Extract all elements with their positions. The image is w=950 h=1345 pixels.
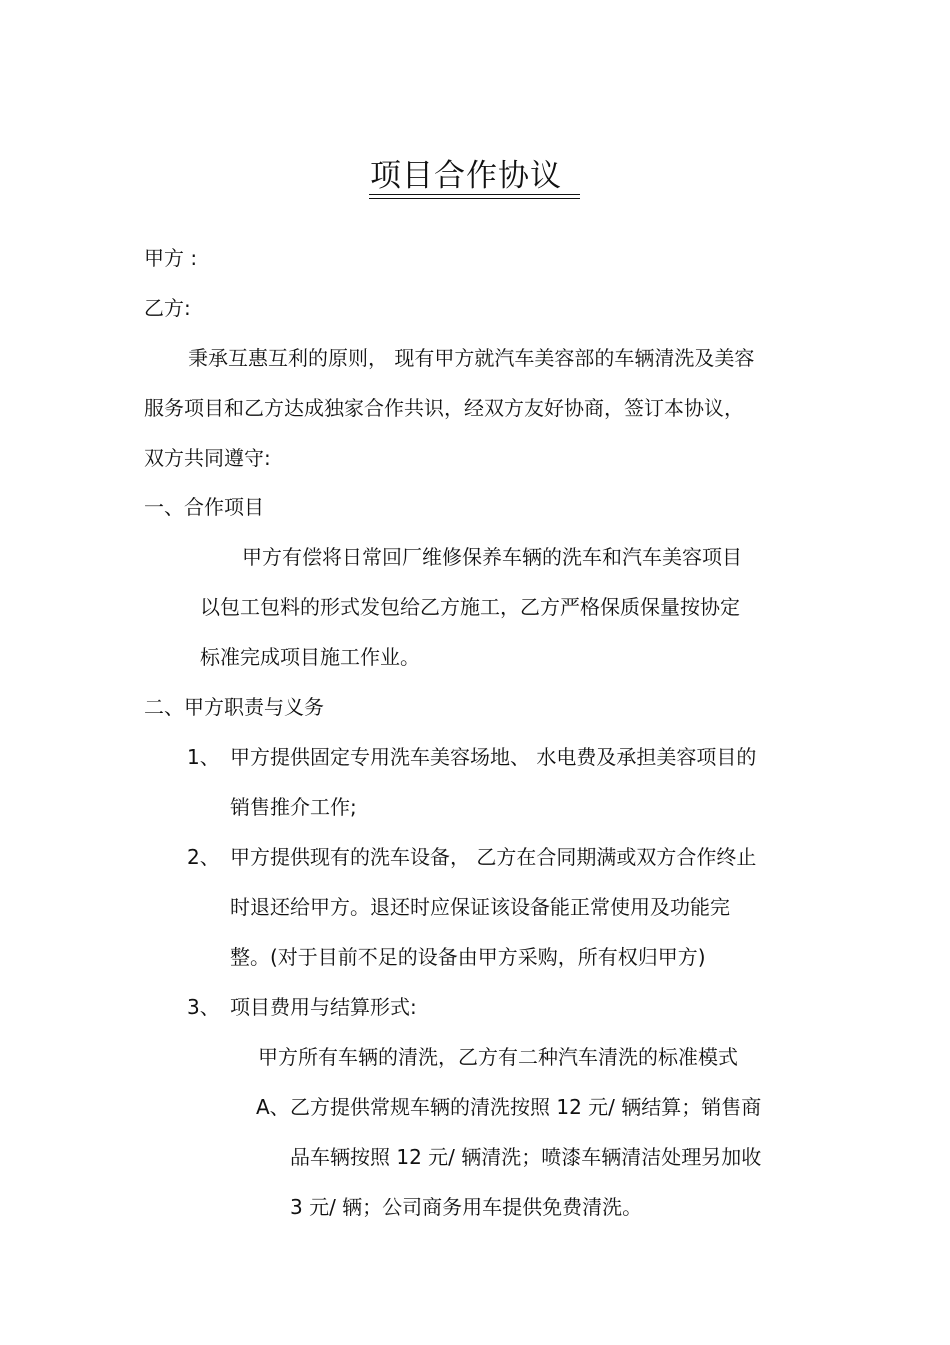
item-3-line-1: 项目费用与结算形式: (230, 995, 417, 1019)
item-1-line-2: 销售推介工作; (230, 795, 357, 819)
item-3-number: 3、 (187, 995, 220, 1019)
title-underline-bottom (369, 198, 580, 199)
option-a-label: A、 (256, 1095, 290, 1119)
preamble-line-1: 秉承互惠互利的原则， 现有甲方就汽车美容部的车辆清洗及美容 (188, 346, 755, 370)
section-1-line-3: 标准完成项目施工作业。 (200, 645, 420, 669)
item-2-line-1: 甲方提供现有的洗车设备， 乙方在合同期满或双方合作终止 (230, 845, 757, 869)
party-a-label: 甲方 : (144, 246, 198, 270)
preamble-line-2: 服务项目和乙方达成独家合作共识，经双方友好协商，签订本协议， (144, 396, 744, 420)
page-title: 项目合作协议 (370, 158, 562, 194)
section-2-heading: 二、甲方职责与义务 (144, 695, 324, 719)
section-1-line-2: 以包工包料的形式发包给乙方施工，乙方严格保质保量按协定 (200, 595, 740, 619)
item-3-intro: 甲方所有车辆的清洗，乙方有二种汽车清洗的标准模式 (258, 1045, 738, 1069)
item-1-number: 1、 (187, 745, 220, 769)
item-2-line-3: 整。(对于目前不足的设备由甲方采购，所有权归甲方) (230, 945, 706, 969)
option-a-line-2: 品车辆按照 12 元/ 辆清洗；喷漆车辆清洁处理另加收 (290, 1145, 762, 1169)
option-a-line-1: 乙方提供常规车辆的清洗按照 12 元/ 辆结算；销售商 (290, 1095, 762, 1119)
option-a-line-3: 3 元/ 辆；公司商务用车提供免费清洗。 (290, 1195, 643, 1219)
item-1-line-1: 甲方提供固定专用洗车美容场地、 水电费及承担美容项目的 (230, 745, 757, 769)
party-b-label: 乙方: (144, 296, 191, 320)
preamble-line-3: 双方共同遵守: (144, 446, 271, 470)
section-1-heading: 一、合作项目 (144, 495, 264, 519)
title-underline-top (369, 194, 580, 195)
item-2-line-2: 时退还给甲方。退还时应保证该设备能正常使用及功能完 (230, 895, 730, 919)
section-1-line-1: 甲方有偿将日常回厂维修保养车辆的洗车和汽车美容项目 (242, 545, 742, 569)
item-2-number: 2、 (187, 845, 220, 869)
